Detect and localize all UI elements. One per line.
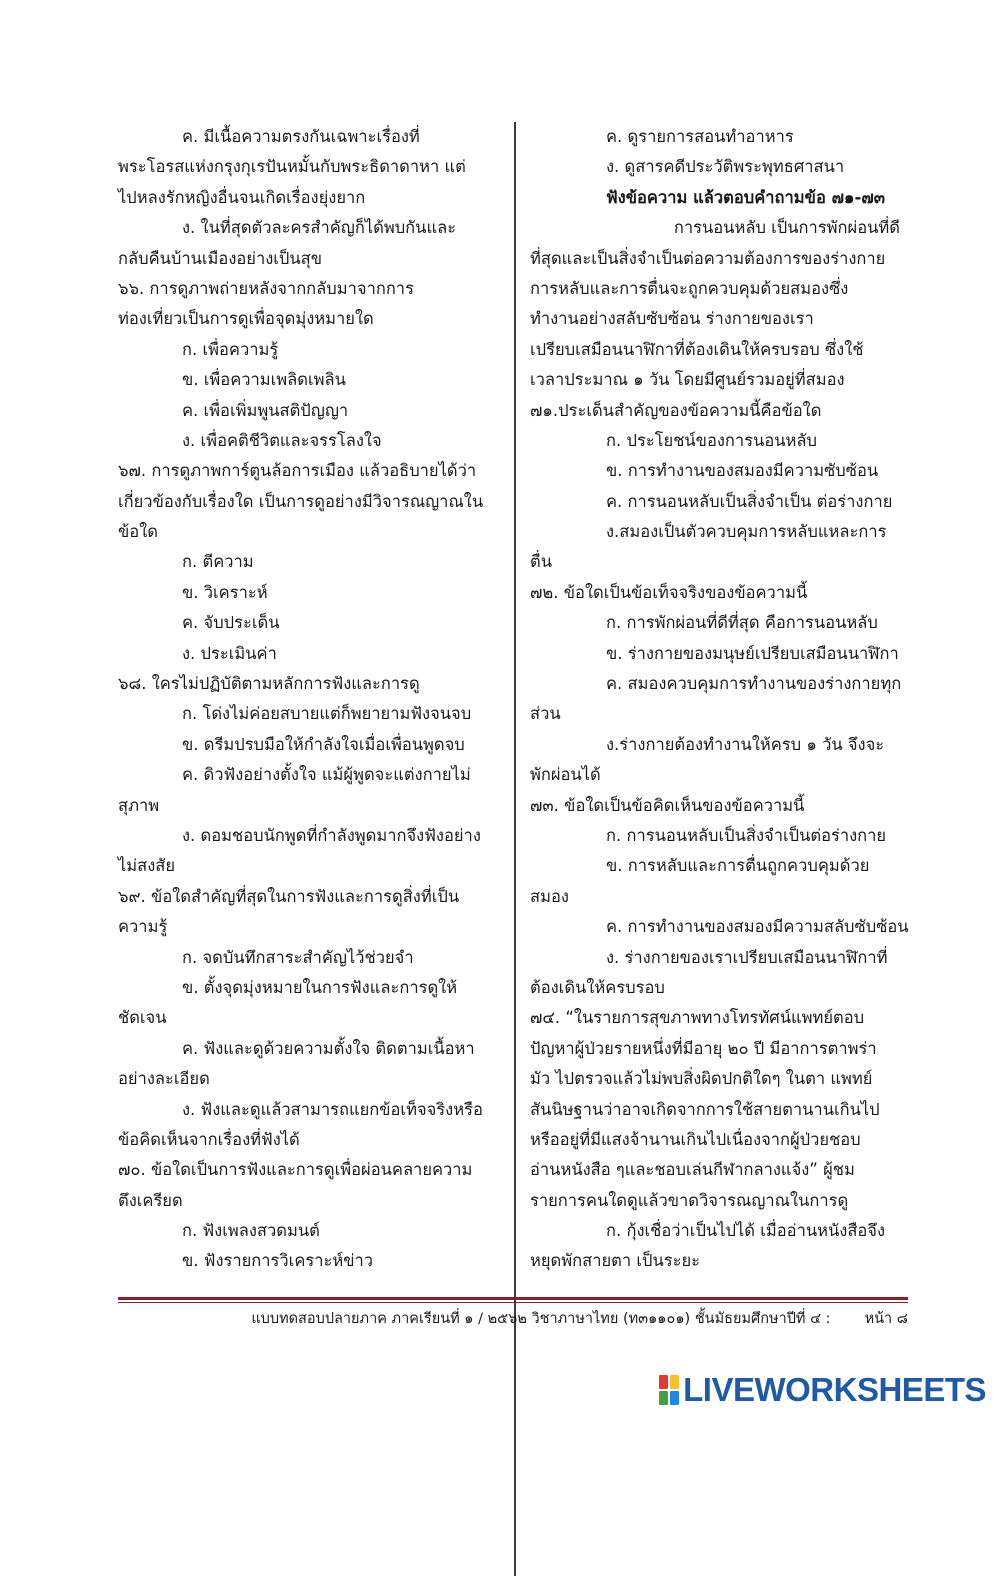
text-line: ก. ตีความ — [182, 552, 254, 572]
footer-rule-thin — [118, 1302, 908, 1303]
text-line: ตื่น — [530, 552, 552, 572]
text-line: ง. ร่างกายของเราเปรียบเสมือนนาฬิกาที่ — [606, 947, 888, 967]
text-line: ค. ฟังและดูด้วยความตั้งใจ ติดตามเนื้อหา — [182, 1038, 475, 1058]
mark-tile — [659, 1391, 668, 1405]
text-line: พระโอรสแห่งกรุงกุเรปันหมั้นกับพระธิดาดาหา แต่ — [118, 157, 466, 177]
text-line: ข. ตั้งจุดมุ่งหมายในการฟังและการดูให้ — [182, 977, 458, 997]
liveworksheets-mark-icon — [659, 1375, 679, 1405]
text-line: ค. สมองควบคุมการทำงานของร่างกายทุก — [606, 674, 902, 694]
text-line: ข. การทำงานของสมองมีความซับซ้อน — [606, 461, 879, 481]
text-line: ข. ดรีมปรบมือให้กำลังใจเมื่อเพื่อนพูดจบ — [182, 734, 465, 754]
text-line: ข. เพื่อความเพลิดเพลิน — [182, 370, 346, 390]
text-line: ท่องเที่ยวเป็นการดูเพื่อจุดมุ่งหมายใด — [118, 309, 374, 329]
text-line: ค. ดิวฟังอย่างตั้งใจ แม้ผู้พูดจะแต่งกายไม่ — [182, 765, 471, 785]
text-line: ค. มีเนื้อความตรงกันเฉพาะเรื่องที่ — [182, 127, 420, 146]
text-line: ง.ร่างกายต้องทำงานให้ครบ ๑ วัน จึงจะ — [606, 734, 885, 754]
text-line: ก. เพื่อความรู้ — [182, 339, 279, 359]
text-line: กลับคืนบ้านเมืองอย่างเป็นสุข — [118, 248, 323, 268]
text-line: ก. ฟังเพลงสวดมนต์ — [182, 1221, 320, 1241]
text-line: ค. จับประเด็น — [182, 613, 280, 633]
brand-name: LIVEWORKSHEETS — [683, 1371, 986, 1408]
text-line: ก. โด่งไม่ค่อยสบายแต่ก็พยายามฟังจนจบ — [182, 704, 472, 724]
text-line: ก. การนอนหลับเป็นสิ่งจำเป็นต่อร่างกาย — [606, 825, 887, 845]
column-divider — [514, 122, 516, 1576]
text-line: ๖๙. ข้อใดสำคัญที่สุดในการฟังและการดูสิ่งที่เป็น — [118, 886, 460, 906]
text-line: ข้อคิดเห็นจากเรื่องที่ฟังได้ — [118, 1129, 300, 1149]
text-line: ง.สมองเป็นตัวควบคุมการหลับแหละการ — [606, 522, 887, 542]
text-line: สมอง — [530, 886, 569, 906]
text-line: ปัญหาผู้ป่วยรายหนึ่งที่มีอายุ ๒๐ ปี มีอาการตาพร่า — [530, 1038, 877, 1058]
text-line: ค. การนอนหลับเป็นสิ่งจำเป็น ต่อร่างกาย — [606, 491, 893, 511]
text-line: ๗๒. ข้อใดเป็นข้อเท็จจริงของข้อความนี้ — [530, 582, 808, 602]
text-line: ฟังข้อความ แล้วตอบคำถามข้อ ๗๑-๗๓ — [606, 187, 886, 207]
text-line: ก. ประโยชน์ของการนอนหลับ — [606, 430, 817, 450]
text-line: ก. จดบันทึกสาระสำคัญไว้ช่วยจำ — [182, 947, 414, 967]
text-line: มัว ไปตรวจแล้วไม่พบสิ่งผิดปกติใดๆ ในตา แพทย์ — [530, 1069, 873, 1089]
text-line: ค. การทำงานของสมองมีความสลับซับซ้อน — [606, 917, 909, 937]
text-line: ง. ประเมินค่า — [182, 643, 277, 663]
text-line: ๖๖. การดูภาพถ่ายหลังจากกลับมาจากการ — [118, 278, 414, 298]
text-line: เกี่ยวข้องกับเรื่องใด เป็นการดูอย่างมีวิจารณญาณใน — [118, 491, 484, 511]
text-line: ข. ฟังรายการวิเคราะห์ข่าว — [182, 1251, 374, 1271]
text-line: ๖๘. ใครไม่ปฏิบัติตามหลักการฟังและการดู — [118, 674, 420, 694]
text-line: พักผ่อนได้ — [530, 765, 601, 785]
text-line: รายการคนใดดูแล้วขาดวิจารณญาณในการดู — [530, 1190, 849, 1210]
text-line: ค. เพื่อเพิ่มพูนสติปัญญา — [182, 400, 349, 420]
text-line: ข. ร่างกายของมนุษย์เปรียบเสมือนนาฬิกา — [606, 643, 899, 663]
text-line: เวลาประมาณ ๑ วัน โดยมีศูนย์รวมอยู่ที่สมอง — [530, 370, 845, 390]
footer-rule-thick — [118, 1297, 908, 1300]
text-line: ส่วน — [530, 704, 561, 724]
text-line: สุภาพ — [118, 795, 160, 815]
text-line: ก. กุ้งเชื่อว่าเป็นไปได้ เมื่ออ่านหนังสือจึง — [606, 1221, 886, 1241]
footer-exam-title: แบบทดสอบปลายภาค ภาคเรียนที่ ๑ / ๒๕๖๒ วิชาภาษาไทย (ท๓๑๑๐๑) ชั้นมัธยมศึกษาปีที่ ๔ : — [251, 1311, 831, 1327]
text-line: ข. การหลับและการตื่นถูกควบคุมด้วย — [606, 856, 870, 876]
text-line: สันนิษฐานว่าอาจเกิดจากการใช้สายตานานเกินไป — [530, 1099, 880, 1119]
text-line: ไปหลงรักหญิงอื่นจนเกิดเรื่องยุ่งยาก — [118, 187, 366, 207]
page-footer — [118, 1307, 908, 1331]
text-line: ๗๔. “ในรายการสุขภาพทางโทรทัศน์แพทย์ตอบ — [530, 1008, 865, 1028]
text-line: ต้องเดินให้ครบรอบ — [530, 977, 665, 997]
text-line: ชัดเจน — [118, 1008, 167, 1028]
page-number: หน้า ๘ — [864, 1311, 908, 1327]
text-line: ๖๗. การดูภาพการ์ตูนล้อการเมือง แล้วอธิบายได้ว่า — [118, 461, 477, 481]
text-line: หยุดพักสายตา เป็นระยะ — [530, 1251, 701, 1271]
right-column — [530, 122, 909, 1277]
text-line: ง. ฟังและดูแล้วสามารถแยกข้อเท็จจริงหรือ — [182, 1099, 483, 1119]
left-column — [118, 122, 490, 1277]
text-line: การหลับและการตื่นจะถูกควบคุมด้วยสมองซึ่ง — [530, 278, 849, 298]
text-line: ง. ดอมชอบนักพูดที่กำลังพูดมากจึงฟังอย่าง — [182, 825, 481, 845]
text-line: ทำงานอย่างสลับซับซ้อน ร่างกายของเรา — [530, 309, 814, 329]
liveworksheets-logo[interactable] — [659, 1372, 986, 1408]
mark-tile — [670, 1375, 679, 1389]
text-line: ตึงเครียด — [118, 1190, 183, 1210]
text-line: ที่สุดและเป็นสิ่งจำเป็นต่อความต้องการของร่างกาย — [530, 248, 886, 268]
text-line: ความรู้ — [118, 917, 168, 937]
text-line: ก. การพักผ่อนที่ดีที่สุด คือการนอนหลับ — [606, 613, 878, 633]
text-line: ๗๐. ข้อใดเป็นการฟังและการดูเพื่อผ่อนคลายความ — [118, 1160, 473, 1180]
mark-tile — [659, 1375, 668, 1389]
text-line: ง. ในที่สุดตัวละครสำคัญก็ได้พบกันและ — [182, 218, 457, 238]
text-line: ๗๓. ข้อใดเป็นข้อคิดเห็นของข้อความนี้ — [530, 795, 805, 815]
text-line: ง. ดูสารคดีประวัติพระพุทธศาสนา — [606, 157, 845, 177]
text-line: ข. วิเคราะห์ — [182, 582, 268, 602]
text-line: ข้อใด — [118, 522, 158, 542]
text-line: อ่านหนังสือ ๆและชอบเล่นกีฬากลางแจ้ง” ผู้ชม — [530, 1160, 855, 1180]
text-line: อย่างละเอียด — [118, 1069, 210, 1089]
text-line: การนอนหลับ เป็นการพักผ่อนที่ดี — [673, 218, 900, 238]
text-line: ๗๑.ประเด็นสำคัญของข้อความนี้คือข้อใด — [530, 400, 822, 420]
text-line: ค. ดูรายการสอนทำอาหาร — [606, 127, 794, 146]
text-line: ไม่สงสัย — [118, 856, 176, 876]
text-line: ง. เพื่อคติชีวิตและจรรโลงใจ — [182, 430, 382, 450]
text-line: เปรียบเสมือนนาฬิกาที่ต้องเดินให้ครบรอบ ซึ่งใช้ — [530, 339, 864, 359]
text-line: หรืออยู่ที่มีแสงจ้านานเกินไปเนื่องจากผู้ป่วยชอบ — [530, 1129, 861, 1149]
mark-tile — [670, 1391, 679, 1405]
